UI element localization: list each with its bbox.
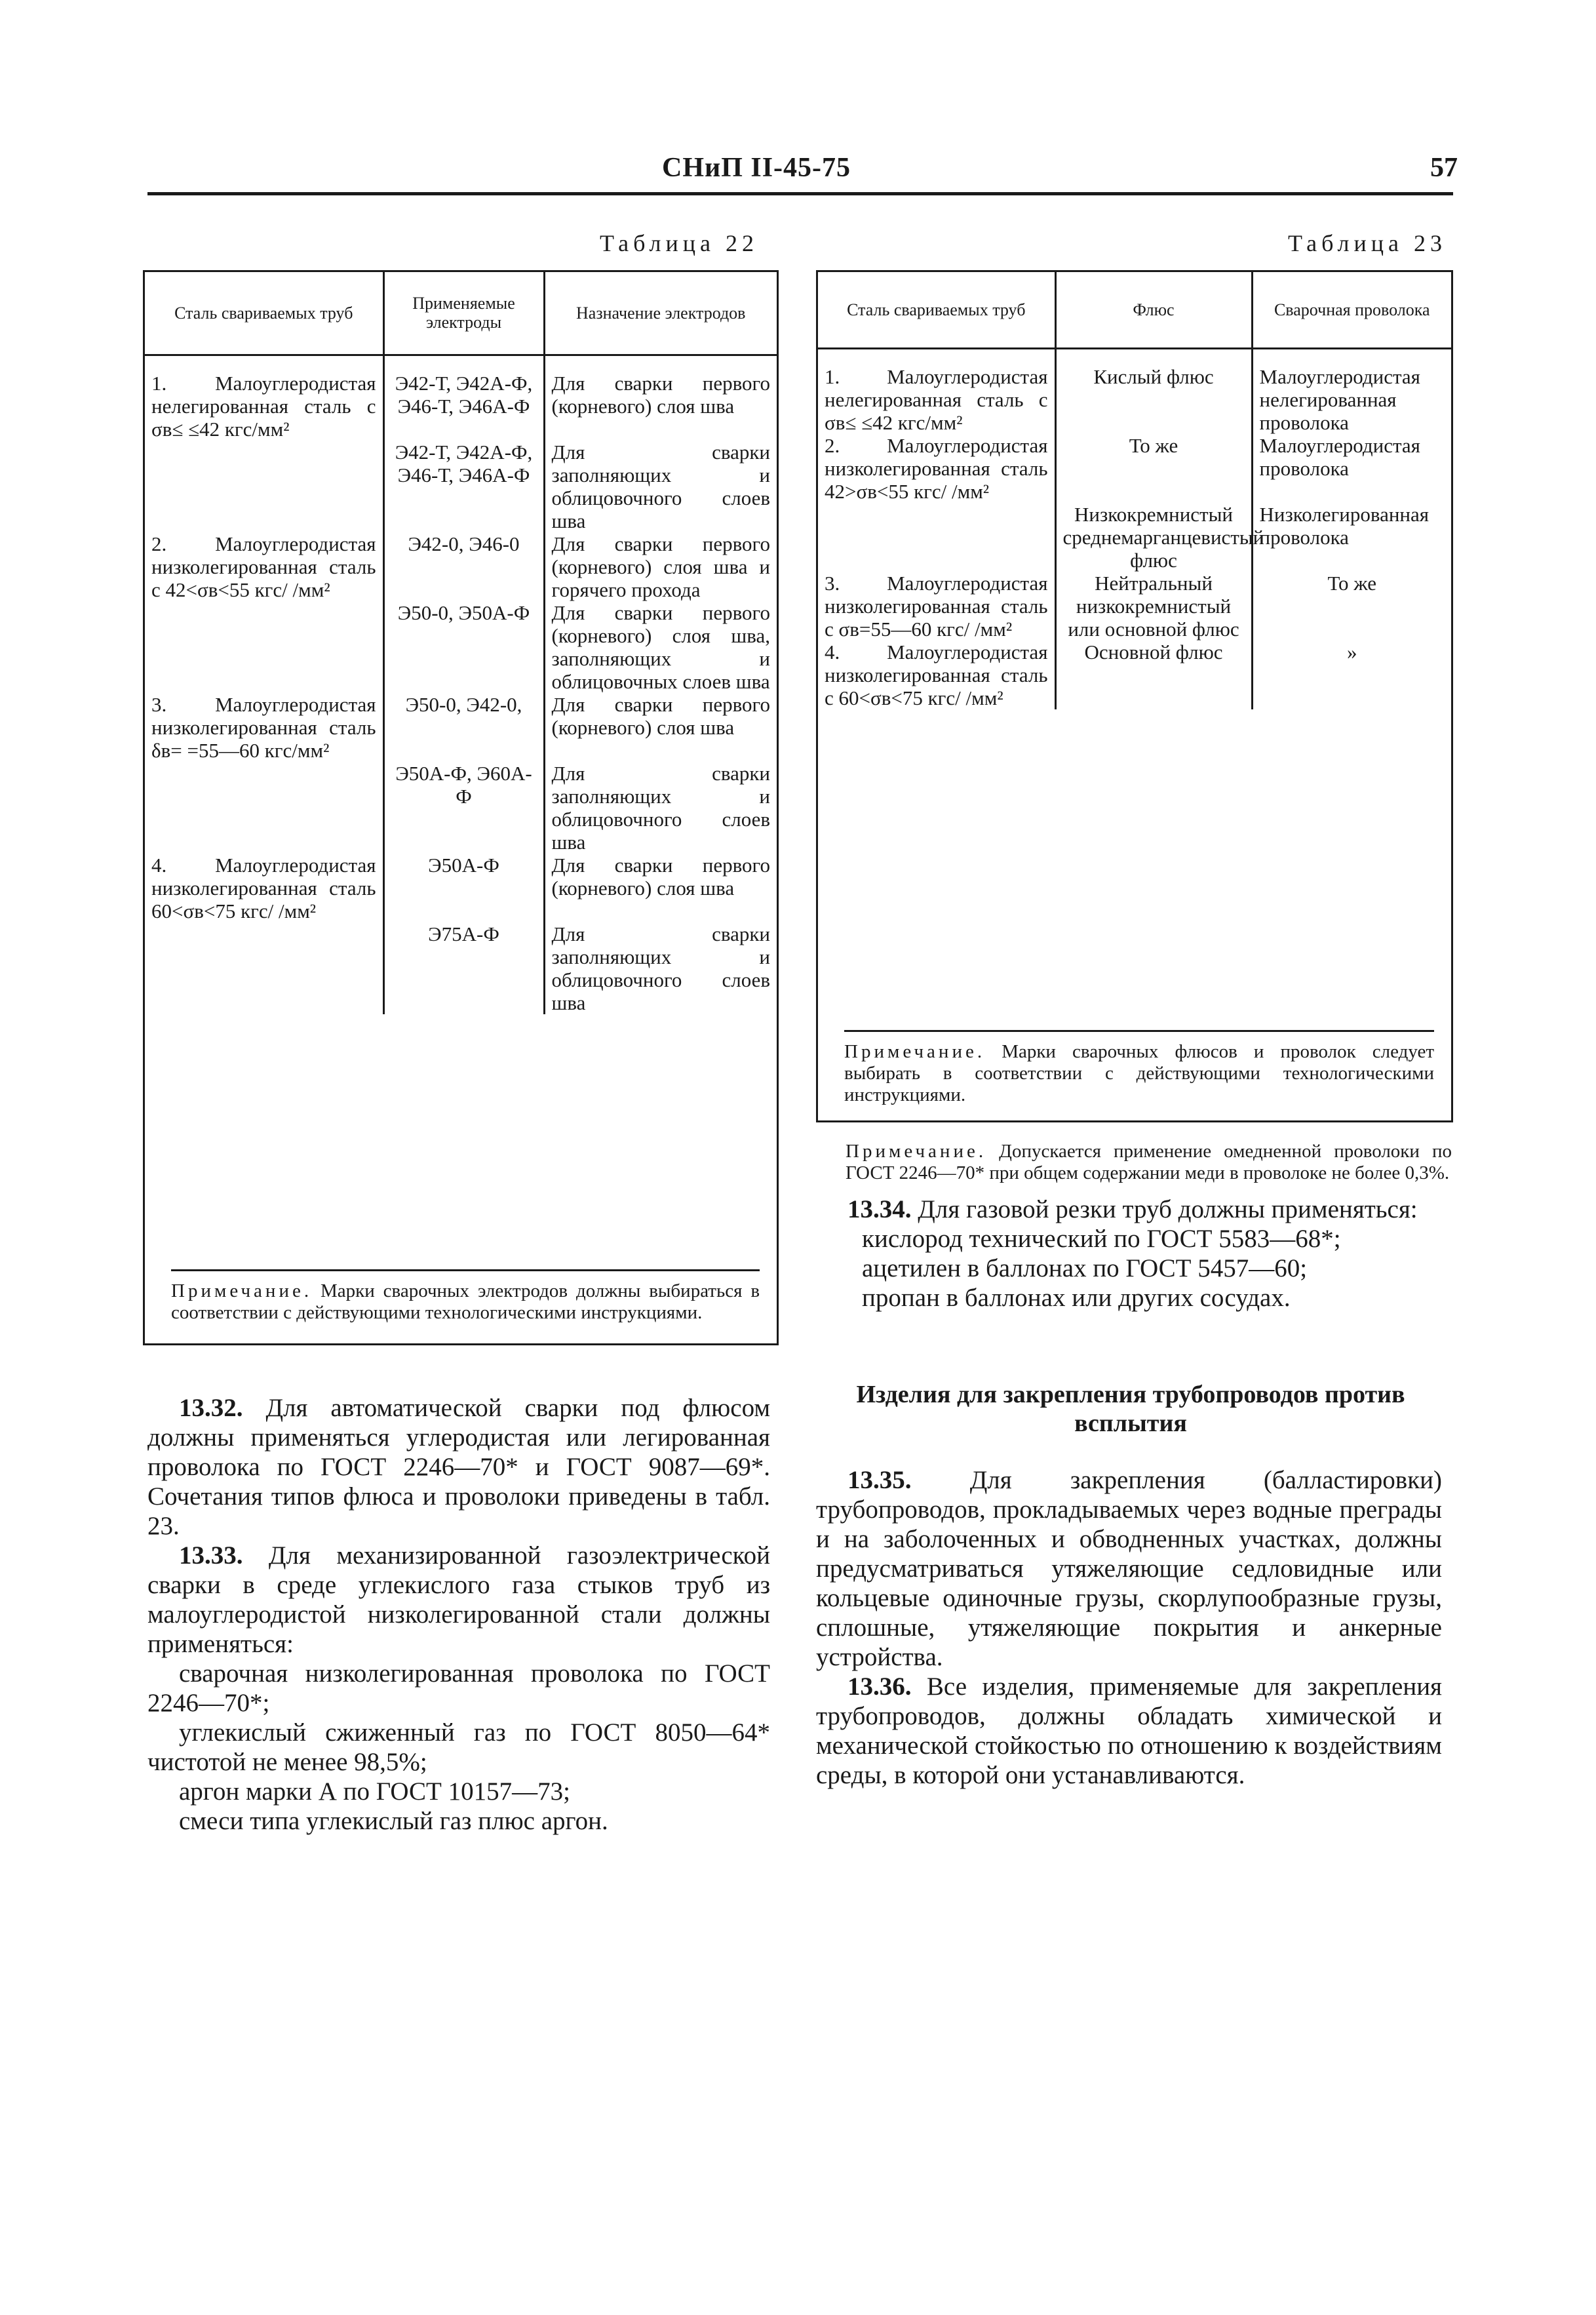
note-label: Примечание.	[844, 1041, 986, 1062]
table-row	[818, 434, 1451, 503]
table-23-caption: Таблица 23	[1288, 230, 1447, 256]
note-text: Марки сварочных электродов должны выбираться в соответствии с действующими технологическими инструкциями.	[171, 1280, 760, 1323]
section-title: Изделия для закрепления трубопроводов против всплытия	[856, 1381, 1405, 1437]
table-23-note	[844, 1030, 1434, 1106]
paragraph-13-34: 13.34. Для газовой резки труб должны применяться:	[847, 1195, 1418, 1223]
list-item: аргон марки А по ГОСТ 10157—73;	[179, 1777, 570, 1806]
electrodes-cell: Э50-0, Э50А-Ф	[383, 601, 544, 693]
table-row	[145, 922, 777, 1014]
table-row	[145, 601, 777, 693]
table-row	[145, 762, 777, 854]
purpose-cell: Для сварки первого (корневого) слоя шва и горячего прохода	[544, 532, 777, 601]
table-23	[816, 270, 1453, 1122]
purpose-cell: Для сварки заполняющих и облицовочного слоев шва	[544, 922, 777, 1014]
electrodes-cell: Э50А-Ф	[383, 854, 544, 922]
note-label: Примечание.	[171, 1280, 313, 1301]
flux-cell: То же	[1055, 434, 1252, 503]
wire-cell: »	[1252, 641, 1451, 709]
note-text: Допускается применение омедненной проволоки по ГОСТ 2246—70* при общем содержании меди в проволоке не более 0,3%.	[846, 1141, 1452, 1183]
purpose-cell: Для сварки заполняющих и облицовочного слоев шва	[544, 762, 777, 854]
column-header-steel: Сталь свариваемых труб	[145, 272, 383, 355]
steel-cell: 2. Малоуглеродистая низколегированная сталь с 42<σв<55 кгс/ /мм²	[151, 532, 376, 601]
wire-cell: Малоуглеродистая проволока	[1252, 434, 1451, 503]
electrodes-cell: Э42-Т, Э42А-Ф, Э46-Т, Э46А-Ф	[383, 372, 544, 441]
electrodes-cell: Э42-0, Э46-0	[383, 532, 544, 601]
note-label: Примечание.	[846, 1141, 987, 1162]
steel-cell: 1. Малоуглеродистая нелегированная сталь с σв≤ ≤42 кгс/мм²	[825, 365, 1048, 434]
paragraph-13-32: 13.32. Для автоматической сварки под флюсом должны применяться углеродистая или легированная проволока по ГОСТ 2246—70* и ГОСТ 9087—69*. Сочетания типов флюса и проволоки приведены в табл. 23.	[147, 1394, 771, 1540]
document-title: СНиП II-45-75	[662, 153, 851, 183]
steel-cell	[145, 441, 383, 532]
column-header-steel: Сталь свариваемых труб	[818, 272, 1055, 348]
table-row	[145, 854, 777, 922]
paragraph-13-35: 13.35. Для закрепления (балластировки) трубопроводов, прокладываемых через водные преграды и на заболоченных и обводненных участках, должны предусматриваться утяжеляющие седловидные или кольцевые одиночные грузы, скорлупообразные грузы, сплошные, утяжеляющие покрытия и анкерные устройства.	[816, 1466, 1443, 1671]
paragraph-13-33: 13.33. Для механизированной газоэлектрической сварки в среде углекислого газа стыков труб из малоуглеродистой низколегированной стали должны применяться:	[147, 1541, 770, 1658]
table-row	[145, 372, 777, 441]
table-22-caption: Таблица 22	[600, 230, 758, 256]
wire-cell: Малоуглеродистая нелегированная проволока	[1252, 365, 1451, 434]
steel-cell: 4. Малоуглеродистая низколегированная сталь 60<σв<75 кгс/ /мм²	[151, 853, 376, 922]
flux-cell: Кислый флюс	[1055, 365, 1252, 434]
table-row	[818, 641, 1451, 709]
table-row	[818, 572, 1451, 641]
wire-cell: То же	[1252, 572, 1451, 641]
steel-cell	[145, 922, 383, 1014]
list-item: смеси типа углекислый газ плюс аргон.	[179, 1807, 608, 1835]
table-22-note	[171, 1269, 760, 1324]
steel-cell: 1. Малоуглеродистая нелегированная сталь с σв≤ ≤42 кгс/мм²	[151, 371, 376, 441]
left-column-text	[147, 1393, 770, 1836]
purpose-cell: Для сварки первого (корневого) слоя шва	[544, 693, 777, 762]
flux-cell: Низкокремнистый среднемарганцевистый флюс	[1055, 503, 1252, 572]
list-item: пропан в баллонах или других сосудах.	[862, 1284, 1291, 1312]
table-row	[145, 532, 777, 601]
steel-cell	[818, 503, 1055, 572]
flux-cell: Основной флюс	[1055, 641, 1252, 709]
column-header-wire: Сварочная проволока	[1252, 272, 1451, 348]
copper-wire-note	[846, 1141, 1452, 1184]
steel-cell: 3. Малоуглеродистая низколегированная сталь δв= =55—60 кгс/мм²	[151, 692, 376, 762]
electrodes-cell: Э75А-Ф	[383, 922, 544, 1014]
column-header-electrodes: Применяемые электроды	[383, 272, 544, 355]
table-row	[818, 503, 1451, 572]
page-number: 57	[1430, 153, 1458, 183]
right-column-text	[816, 1195, 1442, 1313]
steel-cell	[145, 762, 383, 854]
steel-cell: 2. Малоуглеродистая низколегированная сталь 42>σв<55 кгс/ /мм²	[825, 433, 1048, 503]
list-item: кислород технический по ГОСТ 5583—68*;	[862, 1225, 1341, 1253]
column-header-flux: Флюс	[1055, 272, 1252, 348]
list-item: сварочная низколегированная проволока по ГОСТ 2246—70*;	[147, 1659, 770, 1717]
purpose-cell: Для сварки первого (корневого) слоя шва	[544, 372, 777, 441]
right-column-text-lower	[816, 1465, 1442, 1790]
electrodes-cell: Э50-0, Э42-0,	[383, 693, 544, 762]
list-item: ацетилен в баллонах по ГОСТ 5457—60;	[862, 1254, 1308, 1282]
steel-cell: 4. Малоуглеродистая низколегированная сталь с 60<σв<75 кгс/ /мм²	[825, 640, 1048, 709]
wire-cell: Низколегированная проволока	[1252, 503, 1451, 572]
purpose-cell: Для сварки заполняющих и облицовочного слоев шва	[544, 441, 777, 532]
steel-cell	[145, 601, 383, 693]
electrodes-cell: Э50А-Ф, Э60А-Ф	[383, 762, 544, 854]
table-row	[145, 693, 777, 762]
paragraph-13-36: 13.36. Все изделия, применяемые для закрепления трубопроводов, должны обладать химической и механической стойкостью по отношению к воздействиям среды, в которой они устанавливаются.	[816, 1672, 1442, 1789]
table-row	[818, 365, 1451, 434]
column-header-purpose: Назначение электродов	[544, 272, 777, 355]
list-item: углекислый сжиженный газ по ГОСТ 8050—64* чистотой не менее 98,5%;	[147, 1718, 770, 1776]
note-text: Марки сварочных флюсов и проволок следует выбирать в соответствии с действующими технологическими инструкциями.	[844, 1041, 1435, 1105]
table-row	[145, 441, 777, 532]
purpose-cell: Для сварки первого (корневого) слоя шва	[544, 854, 777, 922]
header-rule	[147, 192, 1453, 195]
table-22	[143, 270, 779, 1345]
steel-cell: 3. Малоуглеродистая низколегированная сталь с σв=55—60 кгс/ /мм²	[825, 571, 1048, 641]
flux-cell: Нейтральный низкокремнистый или основной флюс	[1055, 572, 1252, 641]
purpose-cell: Для сварки первого (корневого) слоя шва, заполняющих и облицовочных слоев шва	[544, 601, 777, 693]
electrodes-cell: Э42-Т, Э42А-Ф, Э46-Т, Э46А-Ф	[383, 441, 544, 532]
